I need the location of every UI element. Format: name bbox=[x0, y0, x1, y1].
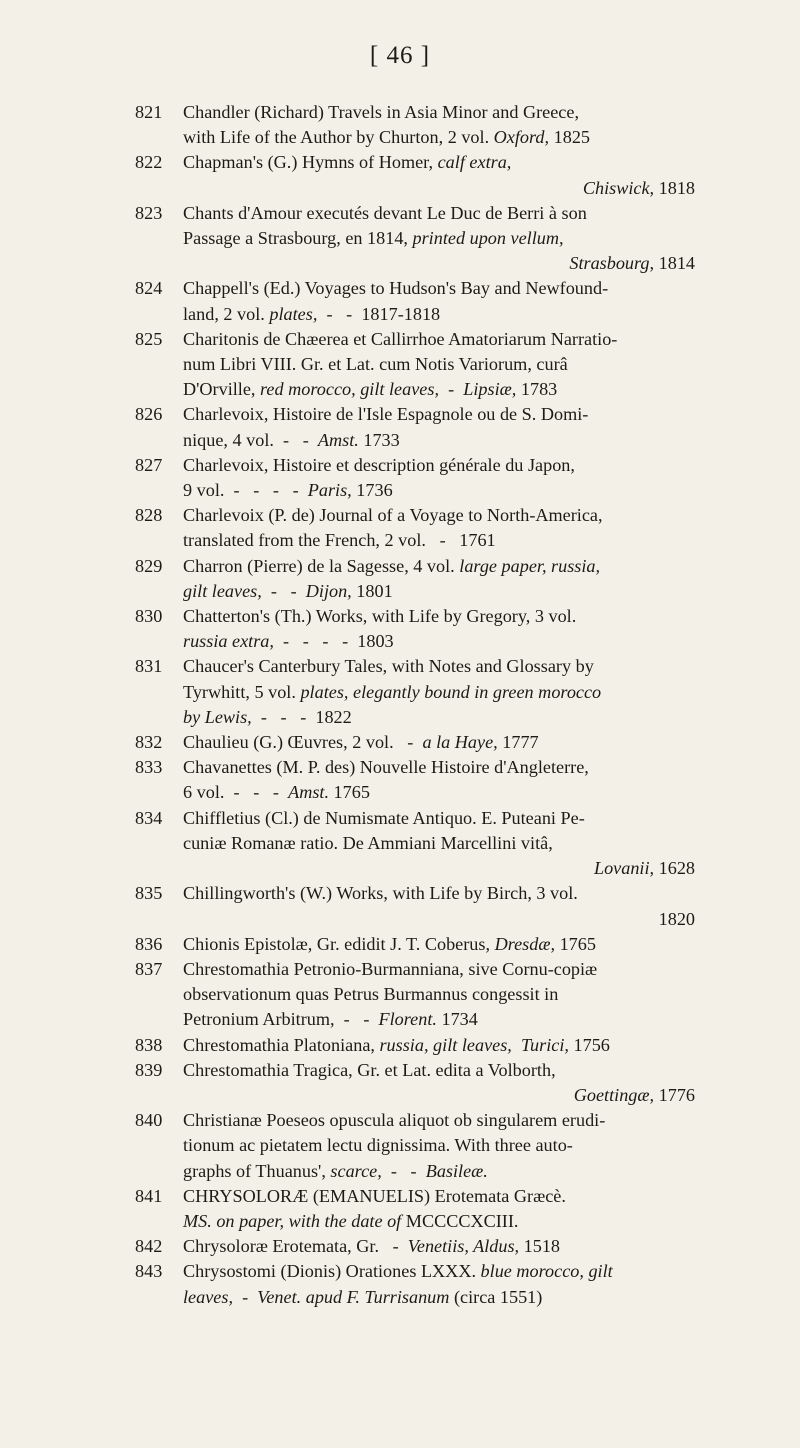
entry-line: 6 vol. - - - Amst. 1765 bbox=[183, 782, 370, 803]
lot-number: 831 bbox=[135, 656, 163, 677]
catalogue-entry bbox=[135, 604, 695, 654]
catalogue-entry bbox=[135, 932, 695, 957]
entry-line: Chatterton's (Th.) Works, with Life by Gregory, 3 vol. bbox=[183, 606, 577, 627]
lot-number: 840 bbox=[135, 1110, 163, 1131]
entry-line: translated from the French, 2 vol. - 1761 bbox=[183, 530, 496, 551]
catalogue-entry bbox=[135, 201, 695, 277]
lot-number: 821 bbox=[135, 102, 163, 122]
catalogue-entry bbox=[135, 554, 695, 604]
entry-line: Charlevoix (P. de) Journal of a Voyage to North-America, bbox=[183, 505, 603, 526]
lot-number: 839 bbox=[135, 1059, 163, 1080]
entry-line: Chavanettes (M. P. des) Nouvelle Histoire d'Angleterre, bbox=[183, 757, 589, 778]
entry-line: Goettingæ, 1776 bbox=[573, 1084, 695, 1105]
lot-number: 834 bbox=[135, 807, 163, 828]
entry-line: Chappell's (Ed.) Voyages to Hudson's Bay and Newfound- bbox=[183, 278, 609, 299]
catalogue-entry bbox=[135, 1033, 695, 1058]
entry-line: Chillingworth's (W.) Works, with Life by Birch, 3 vol. bbox=[183, 883, 578, 904]
lot-number: 822 bbox=[135, 152, 163, 173]
lot-number: 829 bbox=[135, 555, 163, 576]
catalogue-entry bbox=[135, 957, 695, 1033]
lot-number: 827 bbox=[135, 454, 163, 475]
lot-number: 832 bbox=[135, 732, 163, 753]
entry-line: leaves, - Venet. apud F. Turrisanum (circa 1551) bbox=[183, 1286, 543, 1307]
entry-line: D'Orville, red morocco, gilt leaves, - Lipsiæ, 1783 bbox=[183, 379, 558, 400]
entry-line: Chaucer's Canterbury Tales, with Notes and Glossary by bbox=[183, 656, 594, 677]
catalogue-entry bbox=[135, 327, 695, 403]
entry-line: Christianæ Poeseos opuscula aliquot ob singularem erudi- bbox=[183, 1110, 606, 1131]
catalogue-entry bbox=[135, 1259, 695, 1309]
catalogue-entry bbox=[135, 654, 695, 730]
lot-number: 836 bbox=[135, 933, 163, 954]
lot-number: 833 bbox=[135, 757, 163, 778]
catalogue-entry bbox=[135, 150, 695, 200]
entry-line: tionum ac pietatem lectu dignissima. With three auto- bbox=[183, 1135, 573, 1156]
entry-line: MS. on paper, with the date of MCCCCXCIII. bbox=[183, 1210, 519, 1231]
entry-line: graphs of Thuanus', scarce, - - Basileæ. bbox=[183, 1160, 488, 1181]
lot-number: 838 bbox=[135, 1034, 163, 1055]
catalogue-entry bbox=[135, 755, 695, 805]
entry-line: nique, 4 vol. - - Amst. 1733 bbox=[183, 429, 400, 450]
lot-number: 828 bbox=[135, 505, 163, 526]
catalogue-entry bbox=[135, 503, 695, 553]
entry-line: Chandler (Richard) Travels in Asia Minor and Greece, bbox=[183, 102, 579, 122]
entry-line: Charlevoix, Histoire de l'Isle Espagnole ou de S. Domi- bbox=[183, 404, 589, 425]
lot-number: 824 bbox=[135, 278, 163, 299]
catalogue-entry bbox=[135, 730, 695, 755]
entry-line: land, 2 vol. plates, - - 1817-1818 bbox=[183, 303, 441, 324]
catalogue-entry bbox=[135, 1108, 695, 1184]
entry-line: Lovanii, 1628 bbox=[593, 858, 695, 879]
lot-number: 826 bbox=[135, 404, 163, 425]
entry-line: Chrestomathia Tragica, Gr. et Lat. edita a Volborth, bbox=[183, 1059, 556, 1080]
entry-line: Charitonis de Chæerea et Callirrhoe Amatoriarum Narratio- bbox=[183, 328, 618, 349]
entry-line: with Life of the Author by Churton, 2 vol. Oxford, 1825 bbox=[183, 127, 590, 148]
entry-line: Charlevoix, Histoire et description générale du Japon, bbox=[183, 454, 575, 475]
entry-line: 1820 bbox=[658, 908, 695, 929]
entry-line: Chrestomathia Petronio-Burmanniana, sive Cornu-copiæ bbox=[183, 958, 598, 979]
lot-number: 825 bbox=[135, 328, 163, 349]
entry-line: Passage a Strasbourg, en 1814, printed upon vellum, bbox=[183, 228, 564, 249]
entry-line: 9 vol. - - - - Paris, 1736 bbox=[183, 480, 393, 501]
catalogue-entry bbox=[135, 276, 695, 326]
catalogue-entry bbox=[135, 1234, 695, 1259]
entry-line: Chrysostomi (Dionis) Orationes LXXX. blue morocco, gilt bbox=[183, 1261, 613, 1282]
catalogue-entry bbox=[135, 881, 695, 931]
entry-line: by Lewis, - - - 1822 bbox=[183, 706, 352, 727]
catalogue-entry bbox=[135, 402, 695, 452]
entry-line: observationum quas Petrus Burmannus congessit in bbox=[183, 984, 559, 1005]
entry-line: Chrysoloræ Erotemata, Gr. - Venetiis, Aldus, 1518 bbox=[183, 1236, 561, 1257]
entry-line: num Libri VIII. Gr. et Lat. cum Notis Variorum, curâ bbox=[183, 354, 568, 375]
catalogue-entry bbox=[135, 1184, 695, 1234]
entry-line: cuniæ Romanæ ratio. De Ammiani Marcellini vitâ, bbox=[183, 832, 553, 853]
entry-line: Chaulieu (G.) Œuvres, 2 vol. - a la Haye, 1777 bbox=[183, 732, 539, 753]
catalogue-entry bbox=[135, 1058, 695, 1108]
entry-line: Chrestomathia Platoniana, russia, gilt leaves, Turici, 1756 bbox=[183, 1034, 610, 1055]
entry-line: Chiswick, 1818 bbox=[582, 177, 695, 198]
entry-line: Chiffletius (Cl.) de Numismate Antiquo. E. Puteani Pe- bbox=[183, 807, 585, 828]
catalogue-entry bbox=[135, 100, 695, 150]
catalogue-entries bbox=[135, 100, 695, 1310]
entry-line: Chants d'Amour executés devant Le Duc de Berri à son bbox=[183, 202, 587, 223]
lot-number: 823 bbox=[135, 202, 163, 223]
catalogue-entry bbox=[135, 806, 695, 882]
entry-line: Petronium Arbitrum, - - Florent. 1734 bbox=[183, 1009, 478, 1030]
page-number: [ 46 ] bbox=[369, 42, 431, 69]
lot-number: 842 bbox=[135, 1236, 163, 1257]
lot-number: 830 bbox=[135, 606, 163, 627]
entry-line: CHRYSOLORÆ (EMANUELIS) Erotemata Græcè. bbox=[183, 1185, 566, 1206]
entry-line: Chapman's (G.) Hymns of Homer, calf extra, bbox=[183, 152, 512, 173]
lot-number: 841 bbox=[135, 1185, 163, 1206]
entry-line: Chionis Epistolæ, Gr. edidit J. T. Coberus, Dresdæ, 1765 bbox=[183, 933, 596, 954]
entry-line: gilt leaves, - - Dijon, 1801 bbox=[183, 580, 393, 601]
entry-line: russia extra, - - - - 1803 bbox=[183, 631, 394, 652]
lot-number: 837 bbox=[135, 958, 163, 979]
lot-number: 843 bbox=[135, 1261, 163, 1282]
entry-line: Strasbourg, 1814 bbox=[569, 253, 695, 274]
entry-line: Tyrwhitt, 5 vol. plates, elegantly bound in green morocco bbox=[183, 681, 602, 702]
lot-number: 835 bbox=[135, 883, 163, 904]
catalogue-entry bbox=[135, 453, 695, 503]
entry-line: Charron (Pierre) de la Sagesse, 4 vol. large paper, russia, bbox=[183, 555, 601, 576]
